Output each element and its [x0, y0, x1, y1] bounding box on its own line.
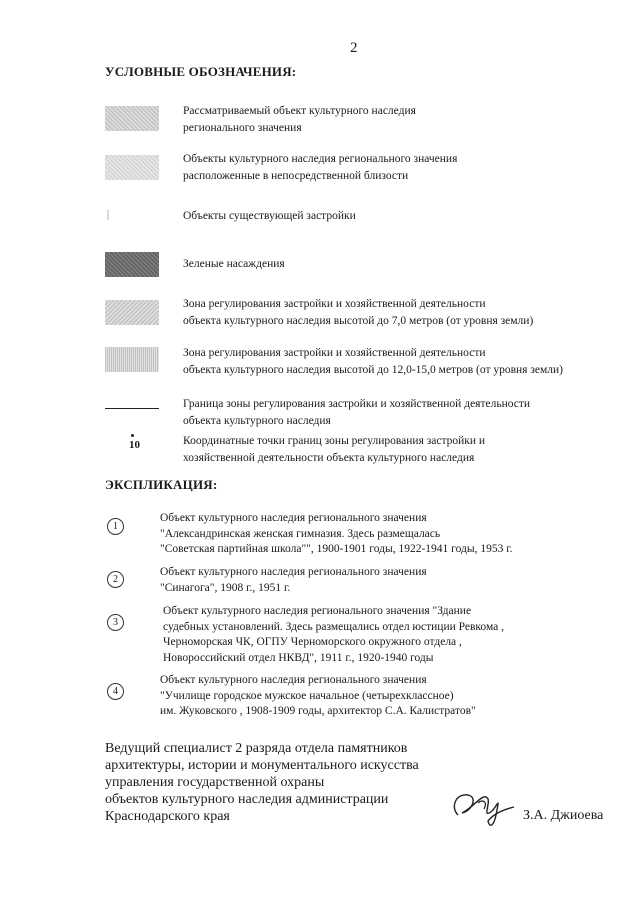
legend-item-nearby-objects: Объекты культурного наследия регионального значения расположенные в непосредственной близости — [183, 153, 458, 182]
legend-heading: УСЛОВНЫЕ ОБОЗНАЧЕНИЯ: — [105, 64, 297, 79]
legend-item-object: Рассматриваемый объект культурного наследия регионального значения — [183, 105, 416, 134]
legend-swatch-zone-7m — [105, 300, 159, 325]
legend-swatch-zone-12-15m — [105, 347, 159, 372]
legend-item-coord-points: Координатные точки границ зоны регулирования застройки и хозяйственной деятельности объекта культурного наследия — [183, 435, 486, 464]
legend-coord-marker: 10 — [129, 439, 140, 451]
legend-item-boundary: Граница зоны регулирования застройки и хозяйственной деятельности объекта культурного наследия — [183, 398, 531, 427]
signatory-position: Ведущий специалист 2 разряда отдела памятников архитектуры, истории и монументального искусства управления государственной охраны объектов культурного наследия администрации Краснодарского края — [105, 741, 419, 824]
legend-item-existing-buildings: Объекты существующей застройки — [183, 210, 356, 222]
explication-number-1: 1 — [107, 518, 124, 535]
legend-swatch-object — [105, 106, 159, 131]
legend-swatch-existing-buildings — [107, 210, 109, 220]
legend-swatch-green-plantings — [105, 252, 159, 277]
explication-item-1: Объект культурного наследия регионального значения "Александринская женская гимназия. Здесь размещалась "Советская партийная школа"", 1900-1901 годы, 1922-1941 годы, 1953 г. — [160, 512, 513, 555]
legend-item-zone-12-15m: Зона регулирования застройки и хозяйственной деятельности объекта культурного наследия высотой до 12,0-15,0 метров (от уровня земли) — [183, 347, 563, 376]
legend-symbol-boundary-line — [105, 408, 159, 409]
signatory-name: З.А. Джиоева — [523, 808, 604, 823]
explication-item-4: Объект культурного наследия регионального значения "Училище городское мужское начальное (четырехклассное) им. Жуковского , 1908-1909 годы, архитектор С.А. Калистратов" — [160, 674, 476, 717]
explication-number-2: 2 — [107, 571, 124, 588]
explication-item-3: Объект культурного наследия регионального значения "Здание судебных установлений. Здесь размещались отдел юстиции Ревкома , Черноморская ЧК, ОГПУ Черноморского окружного отдела , Новороссийский отдел НКВД", 1911 г., 1920-1940 годы — [163, 605, 505, 664]
legend-coord-point-icon — [131, 434, 134, 437]
legend-item-green-plantings: Зеленые насаждения — [183, 258, 285, 270]
explication-number-3: 3 — [107, 614, 124, 631]
legend-swatch-nearby-objects — [105, 155, 159, 180]
explication-number-4: 4 — [107, 683, 124, 700]
legend-item-zone-7m: Зона регулирования застройки и хозяйственной деятельности объекта культурного наследия высотой до 7,0 метров (от уровня земли) — [183, 298, 534, 327]
page-number: 2 — [350, 40, 358, 56]
handwritten-signature — [448, 785, 520, 831]
explication-item-2: Объект культурного наследия регионального значения "Синагога", 1908 г., 1951 г. — [160, 566, 427, 594]
explication-heading: ЭКСПЛИКАЦИЯ: — [105, 477, 218, 492]
